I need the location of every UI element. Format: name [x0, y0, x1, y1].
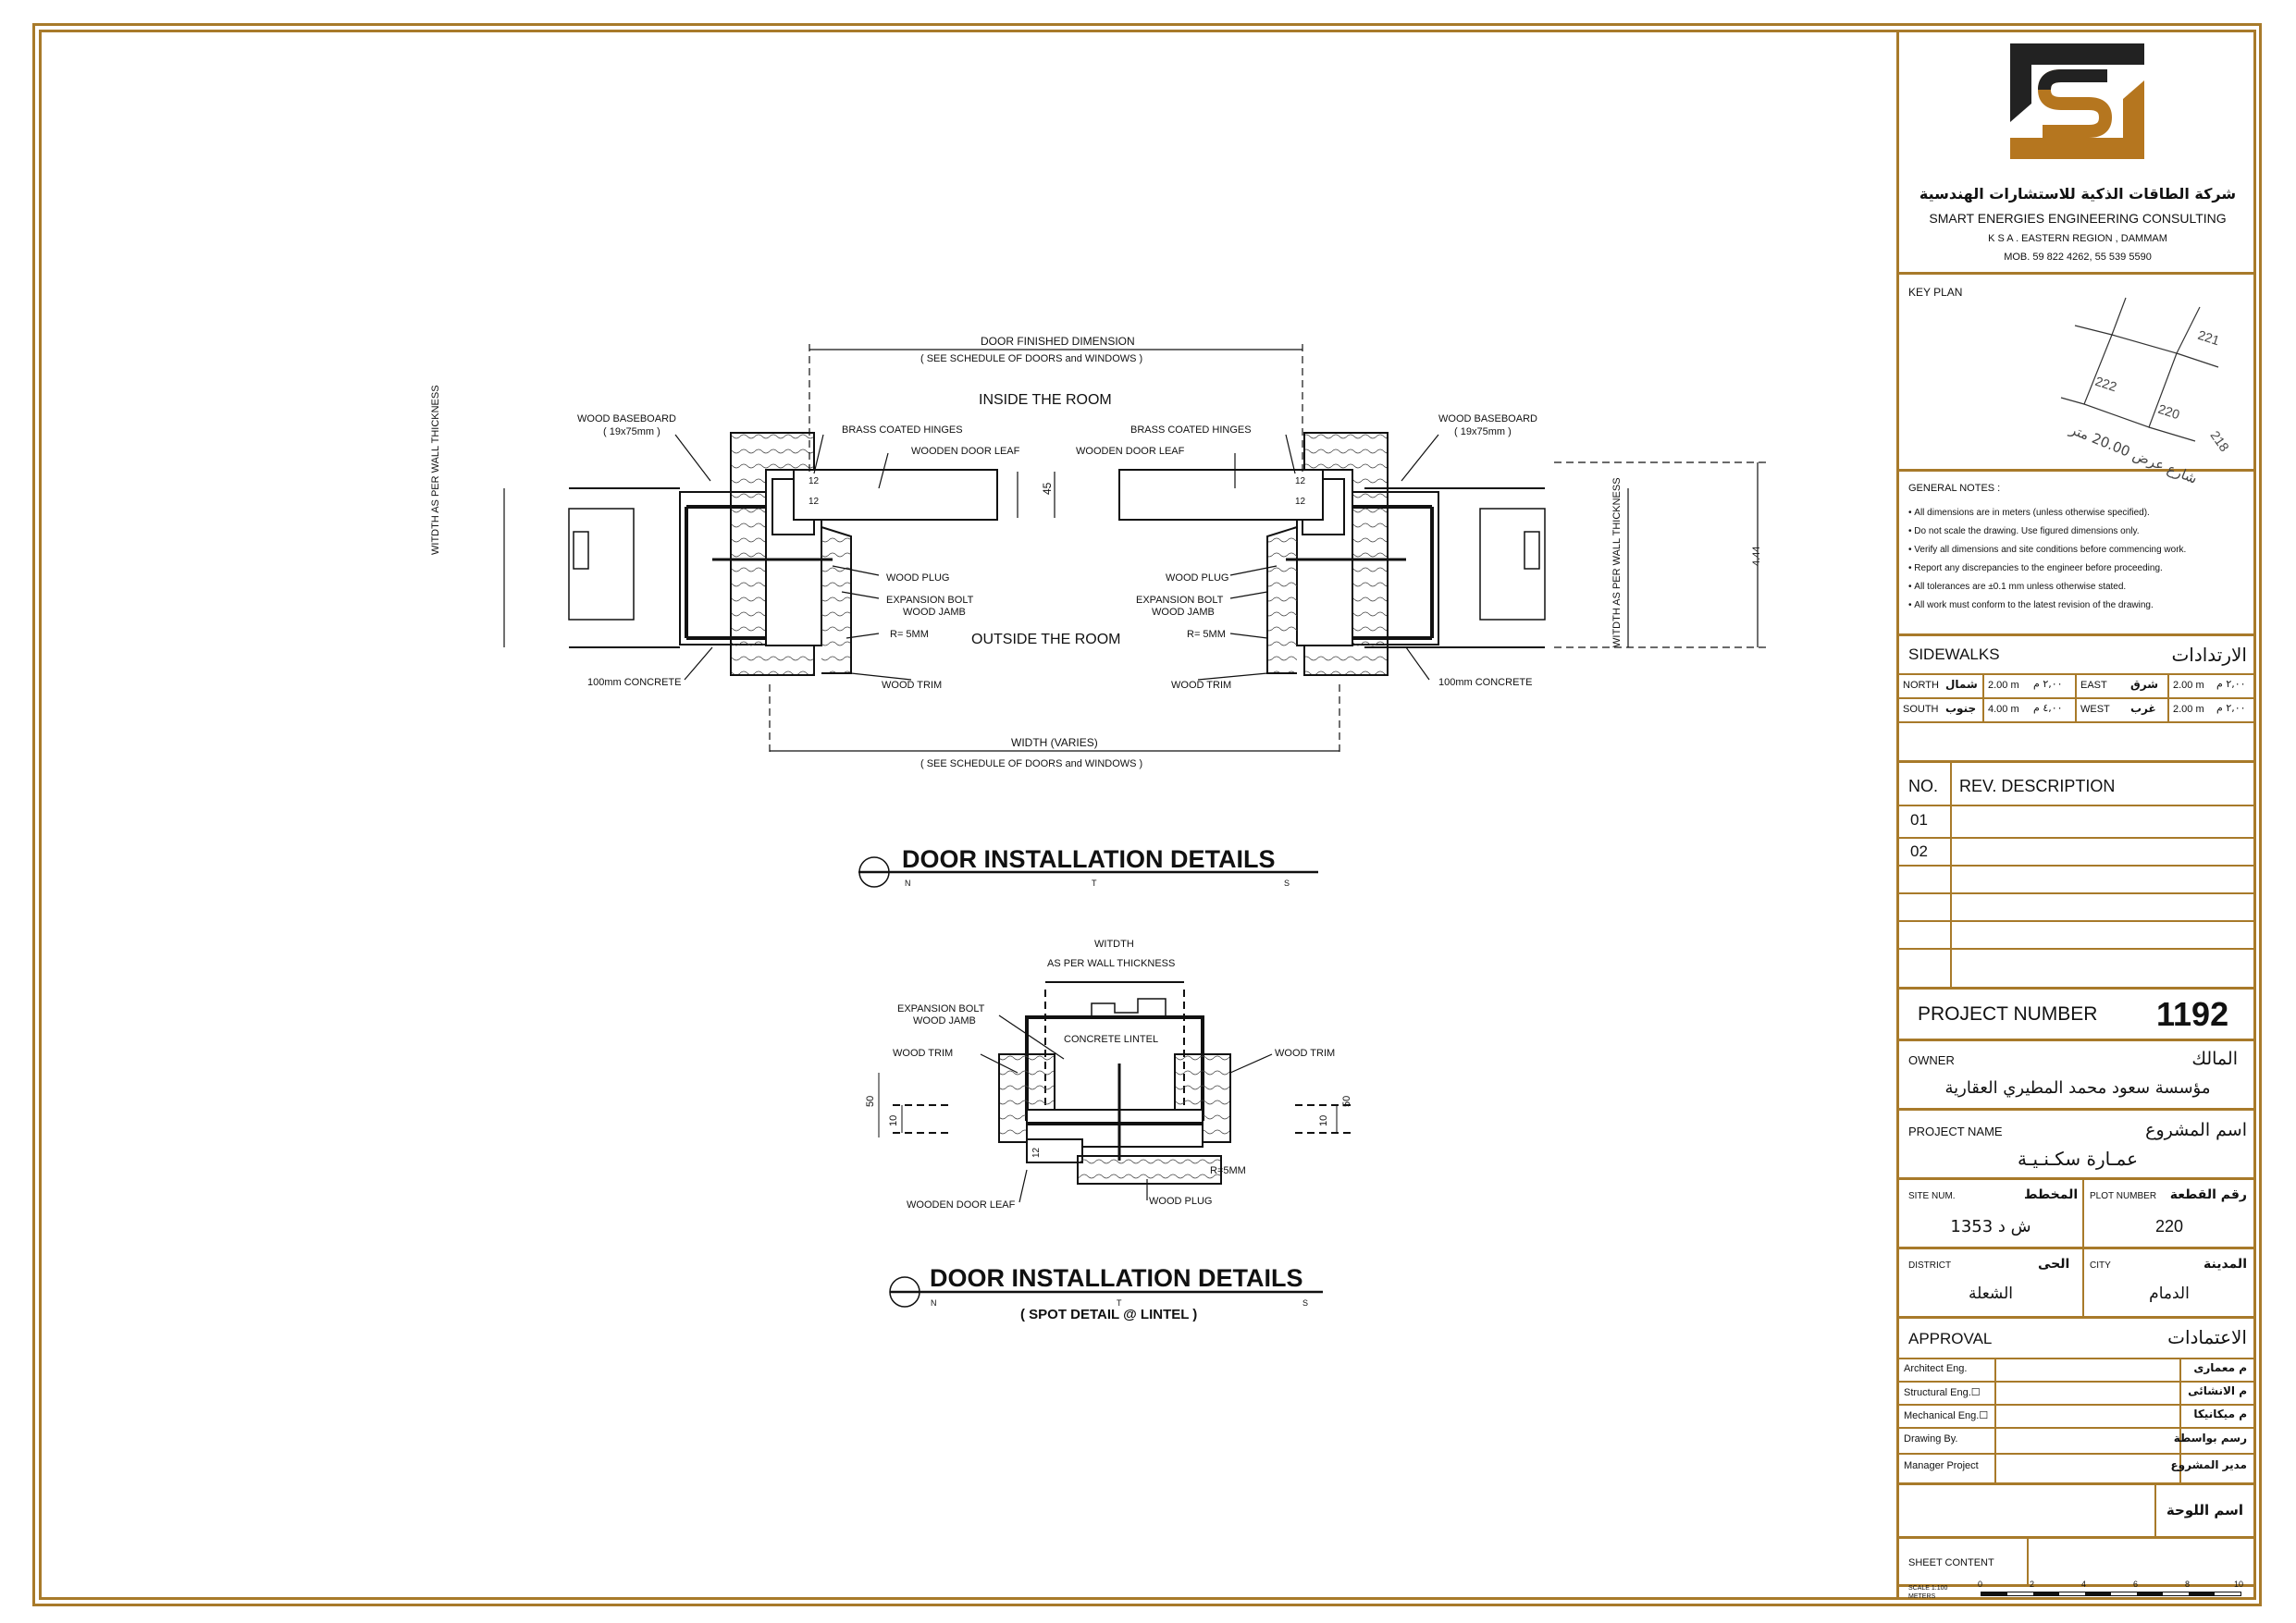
d2-title: DOOR INSTALLATION DETAILS — [930, 1264, 1303, 1292]
approval-drawing-ar: رسم بواسطة — [2173, 1432, 2247, 1445]
sw-east-ar: شرق — [2130, 678, 2158, 691]
d1-nts-n: N — [905, 879, 911, 888]
d1-radius-right: R= 5MM — [1187, 629, 1226, 640]
approval-title-en: APPROVAL — [1908, 1330, 1993, 1347]
detail1-dimensions — [504, 344, 1767, 756]
rev-desc-label: REV. DESCRIPTION — [1959, 777, 2116, 795]
d1-bolt-left: EXPANSION BOLT — [886, 595, 974, 606]
sidewalks-title-ar: الارتدادات — [2171, 644, 2247, 666]
d1-dim-12-c: 12 — [1295, 476, 1306, 486]
d2-leaf: WOODEN DOOR LEAF — [907, 1199, 1016, 1211]
approval-manager-en: Manager Project — [1904, 1460, 1979, 1471]
d2-dim-50-left: 50 — [865, 1095, 876, 1107]
district-label-ar: الحى — [2038, 1257, 2070, 1272]
key-plan-label: KEY PLAN — [1908, 286, 1963, 299]
d2-dim-10-right: 10 — [1318, 1114, 1329, 1126]
approval-drawing-en: Drawing By. — [1904, 1433, 1958, 1445]
firm-name-ar: شركة الطاقات الذكية للاستشارات الهندسية — [1919, 185, 2237, 203]
key-plan-plot-221: 221 — [2196, 326, 2222, 349]
d2-nts-t: T — [1117, 1298, 1122, 1308]
sw-east-m: 2.00 m — [2173, 680, 2204, 691]
d1-outside-label: OUTSIDE THE ROOM — [971, 632, 1121, 647]
note-5-text: All tolerances are ±0.1 mm unless otherwise stated. — [1914, 582, 2127, 592]
owner-name: مؤسسة سعود محمد المطيري العقارية — [1944, 1078, 2211, 1098]
d1-hinges-left: BRASS COATED HINGES — [842, 424, 963, 436]
sw-south-m: 4.00 m — [1988, 704, 2019, 715]
sw-east-en: EAST — [2080, 680, 2107, 691]
sw-south-en: SOUTH — [1903, 704, 1939, 715]
firm-phone: MOB. 59 822 4262, 55 539 5590 — [2004, 252, 2152, 263]
plot-number-value: 220 — [2154, 1217, 2184, 1236]
sidewalks-section — [1899, 636, 2256, 763]
approval-structural-en: Structural Eng.☐ — [1904, 1387, 1981, 1398]
revisions-section — [1899, 763, 2256, 990]
note-6: • All work must conform to the latest revision of the drawing. — [1908, 600, 2154, 610]
d1-baseboard-size-left: ( 19x75mm ) — [603, 426, 660, 437]
approval-architect-en: Architect Eng. — [1904, 1363, 1968, 1374]
d1-plug-right: WOOD PLUG — [1166, 572, 1229, 584]
rev-no-label: NO. — [1908, 777, 1939, 795]
sw-north-ar-m: ٢,٠٠ م — [2033, 678, 2063, 690]
scale-bar — [1981, 1592, 2241, 1596]
project-name-value: عمـارة سكـنـيـة — [2017, 1148, 2139, 1170]
d2-subtitle: ( SPOT DETAIL @ LINTEL ) — [1020, 1307, 1198, 1322]
approval-architect-ar: م معمارى — [2193, 1361, 2247, 1374]
d2-jamb: WOOD JAMB — [913, 1015, 976, 1027]
key-plan-section — [1899, 275, 2256, 487]
sheet-content-section — [1899, 1539, 2256, 1587]
general-notes-title: GENERAL NOTES : — [1908, 483, 2001, 494]
city-label-en: CITY — [2090, 1260, 2111, 1271]
d2-top-dim: WITDTH — [1094, 939, 1134, 950]
d2-radius: R=5MM — [1210, 1165, 1246, 1176]
note-1: • All dimensions are in meters (unless otherwise specified). — [1908, 508, 2150, 518]
approval-mechanical-en: Mechanical Eng.☐ — [1904, 1410, 1989, 1421]
d1-dim-444: 4.44 — [1751, 546, 1762, 566]
detail1-left-wall — [569, 433, 997, 675]
d1-trim-right: WOOD TRIM — [1171, 680, 1232, 691]
scale-tick-6: 6 — [2133, 1580, 2139, 1589]
d1-trim-left: WOOD TRIM — [882, 680, 943, 691]
sw-north-m: 2.00 m — [1988, 680, 2019, 691]
sw-south-ar-m: ٤,٠٠ م — [2033, 702, 2063, 714]
project-name-label-ar: اسم المشروع — [2145, 1120, 2247, 1140]
sw-south-ar: جنوب — [1945, 702, 1977, 715]
d1-plug-left: WOOD PLUG — [886, 572, 950, 584]
project-number-section — [1899, 990, 2256, 1041]
note-6-text: All work must conform to the latest revision of the drawing. — [1914, 600, 2154, 610]
key-plan-plot-218: 218 — [2207, 427, 2232, 455]
district-value: الشعلة — [1968, 1285, 2013, 1303]
note-1-text: All dimensions are in meters (unless otherwise specified). — [1914, 508, 2150, 518]
d2-nts-n: N — [931, 1298, 937, 1308]
sidewalks-title-en: SIDEWALKS — [1908, 646, 2000, 663]
project-name-section — [1899, 1111, 2256, 1180]
d1-top-dim: DOOR FINISHED DIMENSION — [981, 335, 1135, 348]
scale-tick-4: 4 — [2081, 1580, 2087, 1589]
site-num-label-ar: المخطط — [2024, 1187, 2079, 1202]
d2-top-dim-sub: AS PER WALL THICKNESS — [1047, 958, 1176, 969]
general-notes-section — [1899, 472, 2256, 636]
rev-row-2: 02 — [1910, 842, 1928, 860]
firm-section — [1899, 30, 2256, 275]
d1-baseboard-left: WOOD BASEBOARD — [577, 413, 676, 424]
city-label-ar: المدينة — [2203, 1257, 2247, 1272]
d1-bolt-right: EXPANSION BOLT — [1136, 595, 1224, 606]
district-city-section — [1899, 1249, 2256, 1319]
d1-concrete-right: 100mm CONCRETE — [1438, 677, 1533, 688]
d1-wall-left: WITDTH AS PER WALL THICKNESS — [430, 385, 441, 555]
approval-mechanical-ar: م ميكانيكا — [2193, 1408, 2247, 1420]
scale-tick-0: 0 — [1978, 1580, 1983, 1589]
note-2: • Do not scale the drawing. Use figured dimensions only. — [1908, 526, 2140, 536]
note-3-text: Verify all dimensions and site conditions before commencing work. — [1914, 545, 2187, 555]
site-num-value: ش د 1353 — [1950, 1217, 2031, 1236]
sw-east-ar-m: ٢,٠٠ م — [2216, 678, 2246, 690]
owner-label-en: OWNER — [1908, 1053, 1955, 1067]
sheet-title-section — [1899, 1485, 2256, 1539]
d1-top-dim-sub: ( SEE SCHEDULE OF DOORS and WINDOWS ) — [920, 353, 1143, 364]
firm-name-en: SMART ENERGIES ENGINEERING CONSULTING — [1929, 211, 2227, 226]
site-num-label-en: SITE NUM. — [1908, 1191, 1956, 1201]
d1-wall-right: WITDTH AS PER WALL THICKNESS — [1611, 477, 1623, 647]
d1-dim-12-a: 12 — [809, 476, 820, 486]
approval-manager-ar: مدير المشروع — [2170, 1458, 2247, 1471]
approval-section — [1899, 1319, 2256, 1485]
d1-jamb-right: WOOD JAMB — [1152, 607, 1215, 618]
note-3: • Verify all dimensions and site conditions before commencing work. — [1908, 545, 2187, 555]
key-plan-street: شارع عرض 20.00 متر — [2067, 421, 2200, 487]
sw-west-ar-m: ٢,٠٠ م — [2216, 702, 2246, 714]
plot-number-label-en: PLOT NUMBER — [2090, 1191, 2157, 1201]
d1-dim-45: 45 — [1041, 482, 1054, 495]
d1-nts-t: T — [1092, 879, 1097, 888]
d1-hinges-right: BRASS COATED HINGES — [1130, 424, 1252, 436]
detail1-right-wall — [1119, 433, 1545, 675]
scale-unit: METERS — [1908, 1593, 1936, 1600]
city-value: الدمام — [2149, 1285, 2190, 1303]
approval-title-ar: الاعتمادات — [2167, 1326, 2247, 1348]
project-name-label-en: PROJECT NAME — [1908, 1125, 2003, 1138]
scale-tick-2: 2 — [2030, 1580, 2035, 1589]
key-plan-plot-222: 222 — [2093, 373, 2119, 395]
d2-dim-10-left: 10 — [888, 1114, 899, 1126]
firm-logo — [2006, 39, 2154, 164]
d1-nts-s: S — [1284, 879, 1290, 888]
d1-jamb-left: WOOD JAMB — [903, 607, 966, 618]
d2-trim-left: WOOD TRIM — [893, 1048, 954, 1059]
d2-trim-right: WOOD TRIM — [1275, 1048, 1336, 1059]
sw-north-ar: شمال — [1945, 678, 1978, 691]
d2-dim-50-right: 50 — [1341, 1095, 1352, 1107]
title-block — [1896, 30, 2256, 1600]
d1-title: DOOR INSTALLATION DETAILS — [902, 845, 1276, 873]
rev-row-1: 01 — [1910, 811, 1928, 829]
d1-bottom-dim-sub: ( SEE SCHEDULE OF DOORS and WINDOWS ) — [920, 758, 1143, 769]
sw-west-ar: غرب — [2130, 702, 2156, 715]
note-4: • Report any discrepancies to the engineer before proceeding. — [1908, 563, 2163, 573]
note-5: • All tolerances are ±0.1 mm unless otherwise stated. — [1908, 582, 2127, 592]
d1-baseboard-size-right: ( 19x75mm ) — [1454, 426, 1512, 437]
scale-bar-section — [1899, 1580, 2256, 1600]
d1-inside-label: INSIDE THE ROOM — [979, 392, 1112, 408]
sw-west-en: WEST — [2080, 704, 2110, 715]
firm-address: K S A . EASTERN REGION , DAMMAM — [1988, 233, 2167, 244]
owner-label-ar: المالك — [2191, 1049, 2238, 1069]
d1-radius-left: R= 5MM — [890, 629, 929, 640]
d2-lintel: CONCRETE LINTEL — [1064, 1034, 1159, 1045]
d1-leaf-left: WOODEN DOOR LEAF — [911, 446, 1020, 457]
project-number: 1192 — [2156, 995, 2229, 1033]
d1-dim-12-b: 12 — [809, 497, 820, 507]
d1-baseboard-right: WOOD BASEBOARD — [1438, 413, 1537, 424]
key-plan-plot-220: 220 — [2156, 400, 2182, 423]
scale-tick-10: 10 — [2234, 1580, 2244, 1589]
sw-west-m: 2.00 m — [2173, 704, 2204, 715]
site-plot-section — [1899, 1180, 2256, 1249]
scale-tick-8: 8 — [2185, 1580, 2191, 1589]
district-label-en: DISTRICT — [1908, 1260, 1952, 1271]
note-2-text: Do not scale the drawing. Use figured dimensions only. — [1914, 526, 2140, 536]
d1-bottom-dim: WIDTH (VARIES) — [1011, 736, 1098, 749]
scale-label: SCALE 1:100 — [1908, 1585, 1948, 1592]
d2-nts-s: S — [1302, 1298, 1309, 1308]
sw-north-en: NORTH — [1903, 680, 1939, 691]
owner-section — [1899, 1041, 2256, 1111]
note-4-text: Report any discrepancies to the engineer before proceeding. — [1914, 563, 2163, 573]
plot-number-label-ar: رقم القطعة — [2169, 1187, 2247, 1202]
d1-leaf-right: WOODEN DOOR LEAF — [1076, 446, 1185, 457]
sheet-title-ar: اسم اللوحة — [2166, 1502, 2243, 1518]
sheet-content-label: SHEET CONTENT — [1908, 1557, 1994, 1568]
d2-bolt: EXPANSION BOLT — [897, 1003, 985, 1014]
d1-dim-12-d: 12 — [1295, 497, 1306, 507]
project-number-label: PROJECT NUMBER — [1918, 1003, 2098, 1025]
d1-concrete-left: 100mm CONCRETE — [587, 677, 682, 688]
d2-plug: WOOD PLUG — [1149, 1196, 1213, 1207]
d2-dim-12: 12 — [1031, 1147, 1042, 1158]
approval-structural-ar: م الانشائى — [2188, 1384, 2247, 1397]
